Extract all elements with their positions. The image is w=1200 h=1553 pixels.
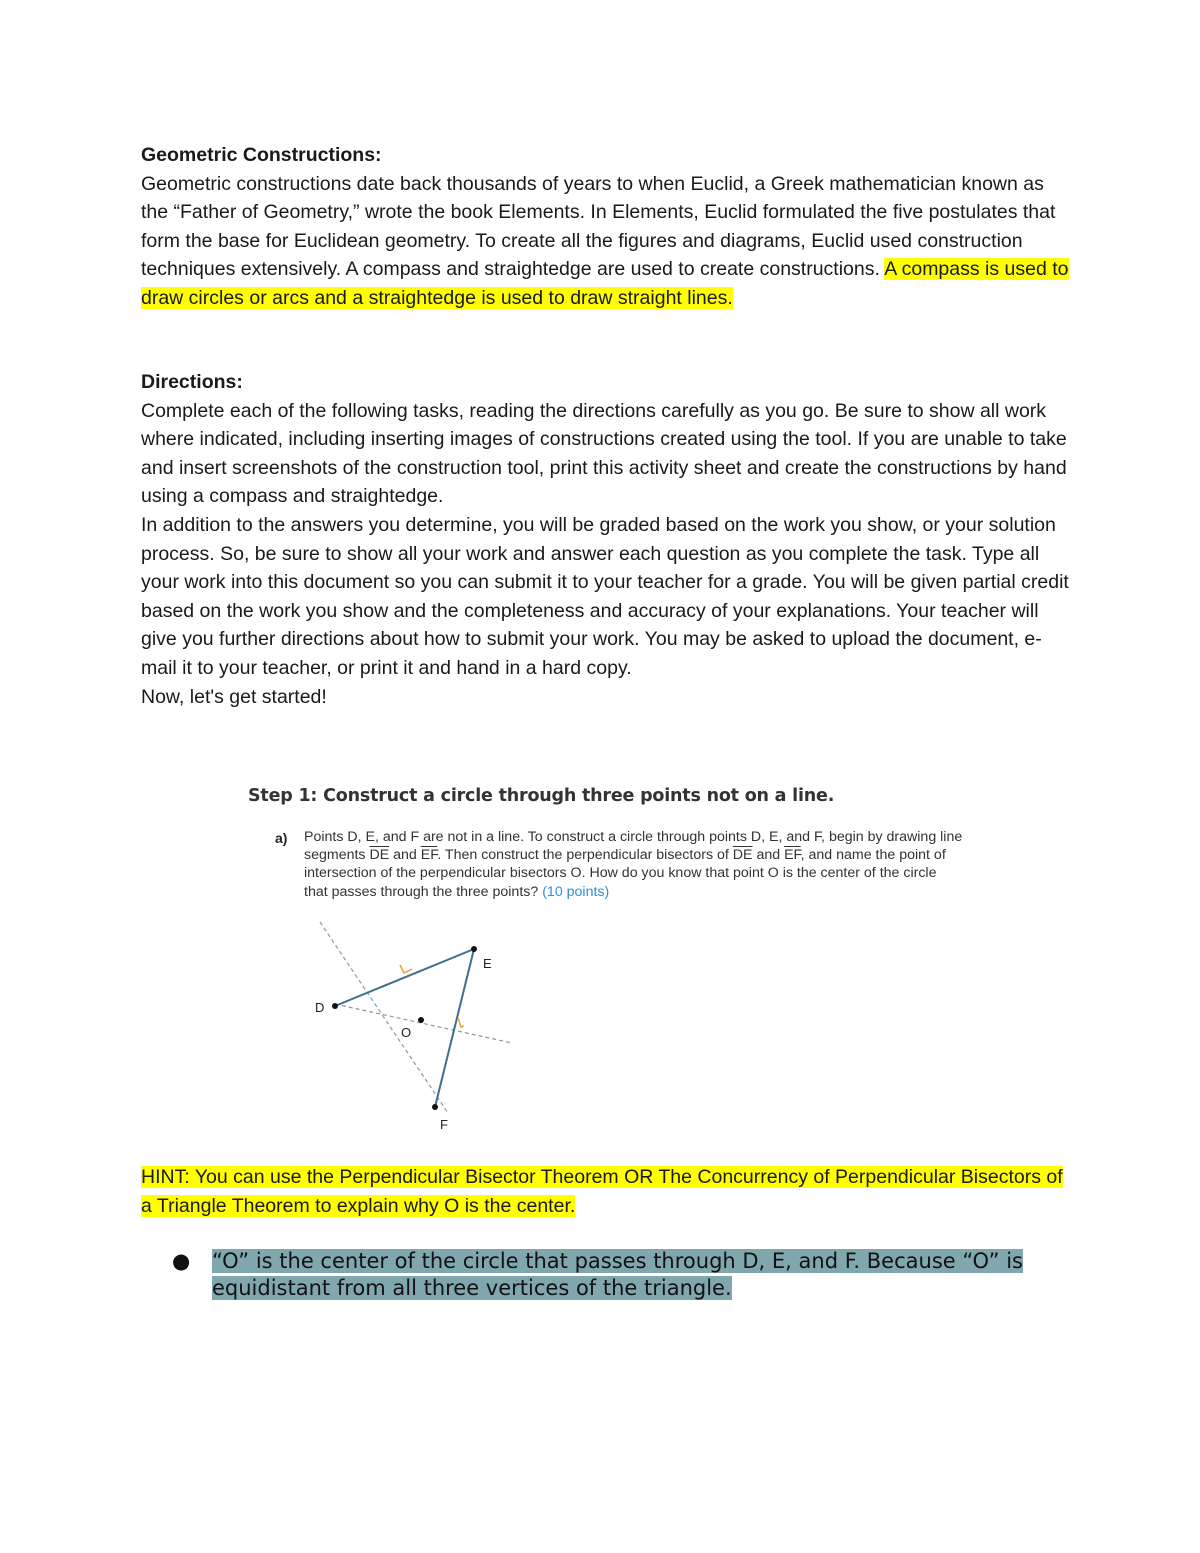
step-text-4: and [752,847,785,864]
point-o [418,1017,424,1023]
segment-ef-1: $\overline{EF}$ [420,847,438,864]
label-o: O [401,1025,412,1040]
point-e [471,946,477,952]
step-text-3: . Then construct the perpendicular bisectors of [437,847,733,864]
right-angle-de [400,965,412,973]
step-part-label: a) [275,830,288,846]
segment-de-line [335,949,474,1006]
step-title: Step 1: Construct a circle through three points not on a line. [248,786,835,806]
step-text-2: and [389,847,421,864]
directions-section [141,368,1071,711]
segment-de-1: $\overline{DE}$ [369,847,390,864]
answer-text: “O” is the center of the circle that passes through D, E, and F. Because “O” is equidistant from all three vertices of the triangle. [212,1249,1023,1300]
directions-paragraph-3: Now, let's get started! [141,685,327,708]
step-1-image [240,784,980,1139]
directions-heading: Directions: [141,371,243,393]
directions-paragraph-2: In addition to the answers you determine, you will be graded based on the work you show, or your solution process. So, be sure to show all your work and answer each question as you complete the task. Type all your work into this document so you can submit it to your teacher for a grade. You will be given partial credit based on the work you show and the completeness and accuracy of your explanations. Your teacher will give you further directions about how to submit your work. You may be asked to upload the document, e-mail it to your teacher, or print it and hand in a hard copy. [141,513,1069,679]
step-instructions [304,828,964,901]
hint-text: HINT: You can use the Perpendicular Bisector Theorem OR The Concurrency of Perpendicular Bisectors of a Triangle Theorem to explain why O is the center. [141,1166,1063,1217]
directions-paragraph-1: Complete each of the following tasks, reading the directions carefully as you go. Be sure to show all work where indicated, including inserting images of constructions created using the tool. If you are unable to take and insert screenshots of the construction tool, print this activity sheet and create the constructions by hand using a compass and straightedge. [141,399,1067,508]
right-angle-ef [458,1018,464,1027]
intro-paragraph [141,170,1071,313]
label-e: E [483,956,492,971]
segment-ef-line [435,949,474,1107]
segment-de-2: $\overline{DE}$ [732,847,753,864]
bisector-de [320,922,448,1113]
intro-highlight: A compass is used to draw circles or arcs and a straightedge is used to draw straight lines. [141,258,1069,309]
label-d: D [315,1000,325,1015]
step-text-5: , and name the point of intersection of the perpendicular bisectors O. How do you know that point O is the center of the circle that passes through the three points? [304,847,946,900]
intro-text: Geometric constructions date back thousands of years to when Euclid, a Greek mathematician known as the “Father of Geometry,” wrote the book Elements. In Elements, Euclid formulated the five postulates that form the base for Euclidean geometry. To create all the figures and diagrams, Euclid used construction techniques extensively. A compass and straightedge are used to create constructions. [141,172,1056,281]
segment-ef-2: $\overline{EF}$ [784,847,801,864]
bisector-ef [335,1004,512,1043]
bullet-icon: ● [172,1249,191,1273]
answer-text-block [212,1248,1062,1302]
intro-heading: Geometric Constructions: [141,144,382,166]
points-label: (10 points) [542,883,610,900]
point-f [432,1104,438,1110]
intro-section [141,141,1071,313]
point-d [332,1003,338,1009]
label-f: F [440,1117,448,1132]
construction-diagram [300,909,540,1132]
step-text-1: Points D, E, and F are not in a line. To construct a circle through points D, E, and F, begin by drawing line segments [304,829,963,864]
hint-section [141,1163,1071,1220]
